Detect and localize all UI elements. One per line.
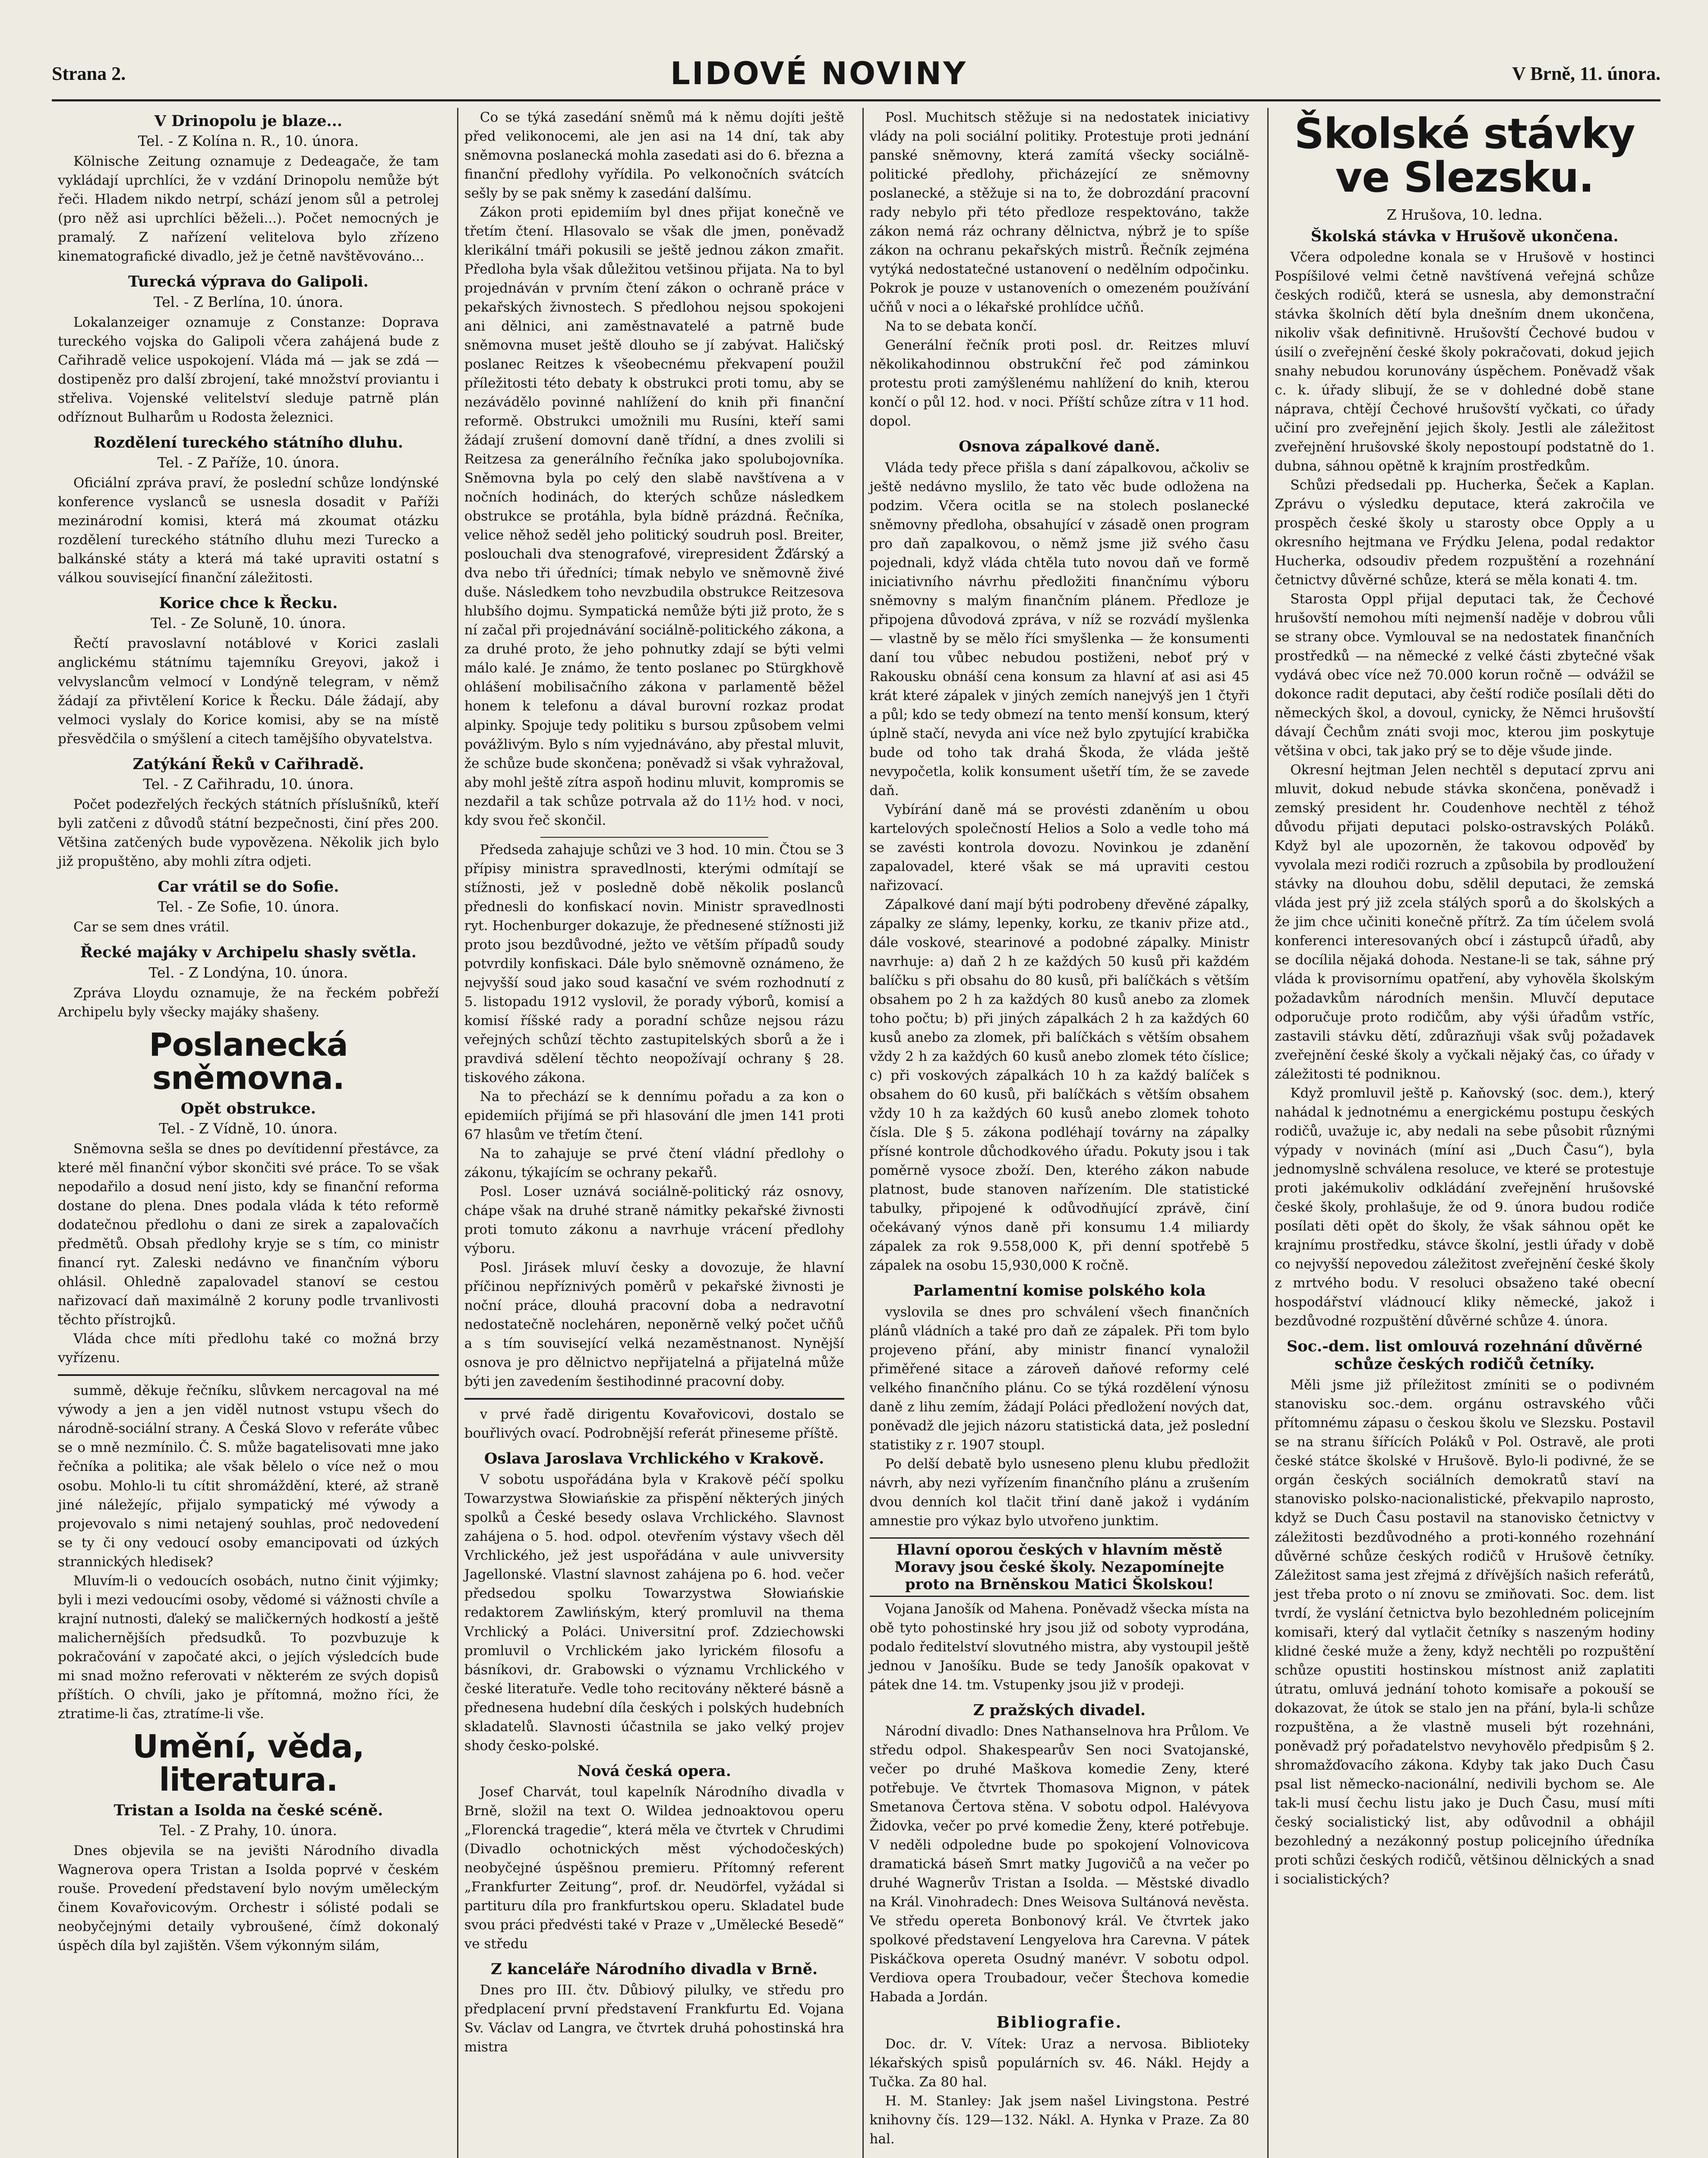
article-vrchlicky — [464, 1450, 844, 1755]
article-text: Sněmovna sešla se dnes po devítidenní přestávce, za které měl finanční výbor skončiti své práce. To se však nepodařilo a dosud není jisto, kdy se finanční reforma dostane do plena. Dnes podala vláda k této reformě dodatečnou předlohu o dani ze sirek a zapalovačích předmětů. Obsah předlohy kryje se s tím, co ministr financí ryt. Zaleski nedávno ve finančním výboru ohlásil. Ohledně zapalovadel stanoví se cestou nařizovací daň maximálně 2 koruny podle trvanlivosti těchto přístrojků. — [58, 1141, 439, 1328]
article-zapalky — [870, 438, 1250, 1275]
article-text: Doc. dr. V. Vítek: Uraz a nervosa. Biblioteky lékařských spisů populárních sv. 46. Nákl. Hejdy a Tučka. Za 80 hal. — [869, 2036, 1250, 2090]
article-subtitle: Opět obstrukce. — [180, 1099, 316, 1117]
article-dluh — [58, 434, 439, 587]
article-text: Měli jsme již příležitost zmíniti se o podivném stanovisku soc.-dem. orgánu ostravského vůči přítomnému zápasu o českou školu ve Slezsku. Postavil se na stranu šířících Poláků v Pol. Ostravě, ale proti české státce školské v Hrušově. Bylo-li podivné, že se orgán českých sociálních demokratů staví na stanovisko polsko-nacionalistické, překvapilo naprosto, když se Duch Času postavil na stanovisko četnictvy v záležitosti bezdůvodného a proti-konného rozehnání důvěrné schůze českých rodičů v Hrušově četníky. Záležitost sama jest zřejmá z dřívějších našich referátů, jest třeba proto o ní znovu se zmiňovati. Soc. dem. list tvrdí, že vyslání četnictva bylo bezohledném policejním komisaři, který dal vytlačit četníky s naszeným hodiny klidné české muže a ženy, když nechtěli po rozpuštění schůze opustiti hostinskou místnost aniž zaplatiti útratu, omluvá jednání tohoto komisaře a pokouší se dokazovat, že útok se stalo jen na přání, byla-li schůze rozpuštěna, a že vlastně museli být rozehnáni, poněvadž prý pořadatelstvo nevyhovělo předpisům § 2. shromažďovacího zákona. Kdyby tak jako Duch Času psal list německo-nacionální, nedivili bychom se. Ale tak-li musí čechu listu jako je Duch Času, musí míti český socialistický list, aby odůvodnil a obhájil bezohledný a nezákonný postup policejního úředníka proti schůzi českých rodičů, většinou dělnických a snad i socialistických? — [1275, 1377, 1654, 1887]
column-2 — [457, 108, 850, 2158]
article-schuze — [464, 840, 844, 1391]
article-title: V Drinopolu je blaze... — [154, 112, 342, 130]
masthead — [52, 47, 1661, 101]
article-komise — [870, 1282, 1250, 1530]
article-text: Josef Charvát, toul kapelník Národního divadla v Brně, složil na text O. Wildea jednoaktovou operu „Florencká tragedie“, která měla ve čtvrtek v Chrudimi (Divadlo ochotnických měst východočeských) neobyčejné úspěšnou premieru. Přítomný referent „Frankfurter Zeitung“, prof. dr. Neudörfel, vyžádal si partituru díla pro frankfurtskou operu. Skladatel bude svou práci předvésti také v Praze v „Umělecké Besedě“ ve středu — [464, 1784, 844, 1952]
article-text: Vybírání daně má se provésti zdaněním u obou kartelových společností Helios a Solo a vedle toho má se zavésti kontrola dovozu. Novinkou je zdanění zapalovadel, které však se má upraviti cestou nařizovací. — [869, 801, 1250, 893]
column-1 — [52, 108, 445, 2158]
article-socdem — [1275, 1338, 1654, 1889]
section-title: Školské stávky ve Slezsku. — [1294, 110, 1635, 202]
article-text: Zpráva Lloydu oznamuje, že na řeckém pobřeží Archipelu byly všecky majáky shašeny. — [58, 985, 439, 1020]
article-dateline: Tel. - Z Paříže, 10. února. — [157, 454, 340, 471]
article-dateline: Tel. - Z Vídně, 10. února. — [159, 1120, 338, 1137]
article-text: Počet podezřelých řeckých státních příslušníků, kteří byli zatčeni z důvodů státní bezpečnosti, činí přes 200. Většina zatčených bude vypovězena. Několik jich bylo již propuštěno, aby mohli zítra odjeti. — [58, 796, 439, 869]
article-text: Na to přechází se k dennímu pořadu a za kon o epidemiích přijímá se při hlasování dle jmen 141 proti 67 hlasům ve třetím čtení. — [464, 1088, 844, 1142]
article-continuation — [464, 1405, 844, 1443]
article-title: Zatýkání Řeků v Cařihradě. — [133, 755, 364, 773]
article-prazske-divadla — [870, 1701, 1250, 2007]
article-text: H. M. Stanley: Jak jsem našel Livingstona. Pestré knihovny čís. 129—132. Nákl. A. Hynka v Praze. Za 80 hal. — [869, 2093, 1250, 2147]
article-text: Vláda tedy přece přišla s daní zápalkovou, ačkoliv se ještě nedávno myslilo, že tato věc bude odložena na podzim. Včera ocitla se na stolech poslanecké sněmovny předloha, obsahující v zásadě onen program pro daň zapalkovou, o němž jsme již svého času pojednali, když vláda chtěla tuto novou daň ve formě iniciativního návrhu předložiti finančnímu výboru sněmovny s malým finančním plánem. Předloze je připojena důvodová zpráva, v níž se rozvádí myšlenka — vlastně by se mělo říci smyšlenka — že konsumenti daní tou vůbec nebudou postiženi, neboť prý v Rakousku obnáší cena konsum za hlavní ať asi asi 45 krát které zápalek v jiných zemích nanejvýš jen 1 čtyři a půl; kdo se tedy obmezí na tento menší konsum, který úplně stačí, nevyda ani více než bylo zpytující krabička bude od toho tak drahá Škoda, že vláda ještě nevypočetla, kolik konsument ušetří tím, že se zavede daň. — [869, 460, 1250, 798]
article-continuation — [58, 1381, 439, 1723]
article-subtitle: Školská stávka v Hrušově ukončena. — [1310, 227, 1619, 245]
article-text: Na to zahajuje se prvé čtení vládní předlohy o zákonu, týkajícím se ochrany pekařů. — [464, 1145, 844, 1180]
matice-appeal: Hlavní oporou českých v hlavním městě Moravy jsou české školy. Nezapomínejte proto na Brněnskou Matici Školskou! — [870, 1537, 1250, 1597]
article-text: Po delší debatě bylo usneseno plenu klubu předložit návrh, aby nezi vyřízením finančního plánu a zrušením dvou denních kol tlačit třiní daně jakož i vydáním amnestie pro výkaz bylo utvořeno junktim. — [869, 1456, 1250, 1529]
article-text: Zákon proti epidemiím byl dnes přijat konečně ve třetím čtení. Hlasovalo se však dle jmen, poněvadž klerikální tmáři pokusili se ještě jednou zákon zmařit. Předloha byla však důležitou vetšinou přijata. Na to byl projednáván v prvním čtení zákon o ochraně práce v pekařských živnostech. S předlohou nejsou spokojeni ani dělnici, ani zaměstnavatelé a patrně bude sněmovna muset ještě dlouho se jí zabývat. Haličský poslanec Reitzes k všeobecnému překvapení použil příležitosti této debaty k obstrukci proti tomu, aby se nezávádělo povinné nahlížení do knih při finanční reformě. Obstrukci umožnili mu Rusíni, kteří sami žádají zrušení domovní daně třídní, a dnes zvolili si Reitzesa za generálního řečníka jako spolubojovníka. Sněmovna byla po celý den slabě navštívena a v nočních hodinách, do kterých schůze následkem obstrukce se protáhla, byla bídně prázdná. Řečníka, velice něhož seděl jeho politický soudruh posl. Breiter, poslouchali dva stenografové, virepresident Žďárský a dva nebo tři úředníci; tímak nebylo ve sněmovně živé duše. Následkem toho nevzbudila obstrukce Reitzesova hlubšího dojmu. Sympatická nemůže býti již proto, že s ní začal při projednávání sociálně-politického zákona, a za druhé proto, že jeho pohnutky zdají se býti velmi málo kalé. Je známo, že tento poslanec po Stürgkhově ohlášení mobilisačního zákona v parlamentě běžel honem k telefonu a dával burovní rozkaz prodat alpinky. Spojuje tedy politiku s bursou způsobem velmi povážlivým. Bylo s ním vyjednáváno, aby přestal mluvit, že schůze bude skončena; poněvadž si však vyhražoval, aby mohl ještě zítra aspoň hodinu mluvit, kompromis se nezdařil a tak schůze potrvala až do 11½ hod. v noci, kdy svou řeč skončil. — [464, 205, 844, 828]
column-4 — [1267, 108, 1661, 2158]
article-text: Posl. Muchitsch stěžuje si na nedostatek iniciativy vlády na poli sociální politiky. Protestuje proti jednání panské sněmovny, která zamítá všecky sociálně-politické předlohy, přicházející ze sněmovny poslanecké, a stěžuje si na to, že dobrozdání pracovní rady nebylo při této předloze respektováno, takže zákon nemá ráz ochrany dělnictva, nýbrž je to spíše zákon na ochranu pekařských mistrů. Řečník zejména vytýká nedostatečné ustanovení o nedělním odpočinku. Pokrok je pouze v ustanoveních o omezeném používání učňů v noci a o lékařské prohlídce učňů. — [869, 110, 1250, 315]
article-vojan — [870, 1600, 1250, 1694]
article-title: Car vrátil se do Sofie. — [158, 877, 339, 896]
article-text: Národní divadlo: Dnes Nathanselnova hra Průlom. Ve středu odpol. Shakespearův Sen noci Svatojanské, večer po druhé Maškova komedie Zeny, které potřebuje. Ve čtvrtek Thomasova Mignon, v pátek Smetanova Čertova stěna. V sobotu odpol. Halévyova Židovka, večer po prvé komedie Ženy, které potřebuje. V neděli odpoledne bude po spokojení Volnovicova dramatická báseň Smrt matky Jugovičů a na večer po druhé Wagnerův Tristan a Isolda. — Městské divadlo na Král. Vinohradech: Dnes Weisova Sultánová nevěsta. Ve středu opereta Bonbonový král. Ve čtvrtek jako spolkové představení Lengyelova hra Carevna. V pátek Piskáčkova opereta Osudný manévr. V sobotu odpol. Verdiova opera Troubadour, večer Štechova komedie Habada a Jordán. — [869, 1723, 1250, 2005]
article-text: V sobotu uspořádána byla v Krakově péčí spolku Towarzystwa Słowiańskie za přispění některých jiných spolků a České besedy oslava Vrchlického. Slavnost zahájena o 5. hod. odpol. otevřením výstavy všech děl Vrchlického, jež jest uspořádána v aule univversity Jagellonské. Vlastní slavnost zahájena po 6. hod. večer předsedou spolku Towarzystwa Słowiańskie redaktorem Zawlińským, který promluvil na thema Vrchlický a Poláci. Universitní prof. Zdziechowski promluvil o Vrchlickém jako lyrickém filosofu a básníkovi, dr. Grabowski o významu Vrchlického v české literatuře. Vedle toho recitovány některé básně a přednesena hudební díla českých i polských hudebních skladatelů. Slavnosti účastnila se jako velký projev shody česko-polské. — [464, 1472, 844, 1754]
article-gallipoli — [58, 273, 439, 426]
article-title: Oslava Jaroslava Vrchlického v Krakově. — [484, 1450, 824, 1468]
article-text: Co se týká zasedání sněmů má k němu dojíti ještě před velikonocemi, ale jen asi na 14 dní, tak aby sněmovna poslanecká mohla zasedati asi do 6. března a finanční předlohy vyřídila. Po velkonočních svátcích sešly by se pak sněmy k zasedání dalšímu. — [464, 110, 844, 202]
column-3 — [862, 108, 1256, 2158]
article-title: Soc.-dem. list omlouvá rozehnání důvěrné schůze českých rodičů četníky. — [1287, 1337, 1643, 1373]
section-title: Umění, věda, literatura. — [133, 1728, 364, 1799]
article-title: Turecká výprava do Galipoli. — [128, 273, 369, 291]
article-skolske-stavky — [1275, 112, 1654, 1331]
article-dateline: Tel. - Z Berlína, 10. února. — [153, 293, 344, 310]
issue-dateline: V Brně, 11. února. — [1512, 63, 1661, 84]
article-subtitle: Tristan a Isolda na české scéně. — [114, 1801, 383, 1820]
article-title: Korice chce k Řecku. — [159, 594, 338, 612]
article-text: Řečtí pravoslavní notáblové v Korici zaslali anglickému státnímu tajemníku Greyovi, jakož i velvyslancům velmocí v Londýně telegram, v němž žádají za přivtělení Korice k Řecku. Dále žádají, aby velmoci vyslaly do Korice komisi, aby se na místě přesvědčila o smýšlení a citech tamějšího obyvatelstva. — [58, 636, 439, 747]
article-text: Vláda chce míti předlohu také co možná brzy vyřízenu. — [58, 1331, 439, 1366]
article-text: Na to se debata končí. — [885, 319, 1037, 334]
article-opera — [464, 1762, 844, 1953]
separator-rule — [540, 837, 768, 838]
article-text: Schůzi předsedali pp. Hucherka, Šeček a Kaplan. Zprávu o výsledku deputace, která zakročila ve prospěch české školy u starosty obce Opply a u okresního hejtmana ve Frýdku Jelena, podal redaktor Hucherka, odsoudiv předem rozpuštění a rozehnání četnictvy důvěrné schůze, která se měla konati 4. tm. — [1275, 477, 1654, 588]
article-text: v prvé řadě dirigentu Kovařovicovi, dostalo se bouřlivých ovací. Podrobnější referát přineseme příště. — [464, 1407, 844, 1442]
article-dateline: Tel. - Z Kolína n. R., 10. února. — [138, 133, 359, 150]
article-dateline: Tel. - Z Prahy, 10. února. — [159, 1822, 337, 1839]
article-text: Mluvím-li o vedoucích osobách, nutno činit výjimky; byli i mezi vedoucími osoby, vědomé si vážnosti chvíle a krajní nutnosti, ďaleký se maličkerných hodkostí a ještě malichernějších předsudků. To pozvbuzuje k pokračování v započaté akci, o jejích výsledcích bude mi snad možno referovati v některém ze svých dopisů příštích. O chvíli, jako je přítomná, možno říci, že ztratime-li čas, ztratíme-li vše. — [58, 1573, 439, 1722]
article-text: Starosta Oppl přijal deputaci tak, že Čechové hrušovští nemohou míti nejmenší naděje v dobrou vůli se strany obce. Vymlouval se na nedostatek finančních prostředků — na německé z velké části zbytečné však vydává obec více než 70.000 korun ročně — odvážil se dokonce radit deputaci, aby čeští rodiče posílali děti do německých škol, a dovoul, cynicky, že Němci hrušovští dávají Čechům znáti svoji moc, kterou jim poskytuje většina v obci, tak jako prý se to děje všude jinde. — [1275, 591, 1654, 759]
article-dateline: Tel. - Z Cařihradu, 10. února. — [143, 775, 354, 792]
article-text: Dnes objevila se na jevišti Národního divadla Wagnerova opera Tristan a Isolda poprvé v českém rouše. Provedení představení bylo novým uměleckým činem Kovařovicovým. Orchestr i sólisté podali se neobyčejnými detaily vybroušené, čímž dokonalý úspěch díla byl zajištěn. Všem výkonným silám, — [58, 1843, 439, 1954]
article-title: Z kanceláře Národního divadla v Brně. — [491, 1960, 818, 1978]
article-text: Předseda zahajuje schůzi ve 3 hod. 10 min. Čtou se 3 přípisy ministra spravedlnosti, kterými odmítají se stížnosti, jež v posledně době několik poslanců přednesli do konfiskací novin. Ministr spravedlnosti ryt. Hochenburger dokazuje, že přednesené stížnosti již proto jsou bezdůvodné, ježto ve větším případů soudy potvrdily konfiskaci. Dále bylo sněmovně oznámeno, že nejvyšší soud jako soud kasační ve svém rozhodnutí z 5. listopadu 1912 vyslovil, že porady výborů, komisí a komisí říšské rady a poradní schůze nejsou rázu veřejných schůzí těchto zastupitelských sborů a že i pravdivá sdělení těchto neopožívají ochrany § 28. tiskového zákona. — [464, 842, 844, 1085]
article-text: Včera odpoledne konala se v Hrušově v hostinci Pospíšilové velmi četně navštívená veřejná schůze českých rodičů, která se usnesla, aby demonstrační stávka školních dětí byla dnešním dnem ukončena, nikoliv však definitivně. Hrušovští Čechové budou v úsilí o zveřejnění české školy pokračovati, dokud jejich snahy nebudou korunovány úspěchem. Poněvadž však c. k. úřady slibují, že se v dohledné době stane náprava, chtějí Čechové hrušovští vyčkati, co úřady učiní pro zveřejnění jejich školy. Jestli ale záležitost zveřejnění hrušovské školy nepostoupí podstatně do 1. dubna, sáhnou opětně k krajním prostředkům. — [1275, 249, 1654, 474]
article-majaky — [58, 943, 439, 1021]
page-number: Strana 2. — [52, 63, 126, 84]
section-title: Poslanecká sněmovna. — [149, 1026, 348, 1097]
columns — [52, 108, 1661, 2158]
article-snemy — [464, 108, 844, 830]
article-dateline: Tel. - Z Londýna, 10. února. — [148, 964, 348, 981]
article-text: Okresní hejtman Jelen nechtěl s deputací zprvu ani mluvit, dokud nebude stávka skončena, poněvadž i zemský president hr. Coudenhove nechtěl z téhož důvodu přijati deputaci polsko-ostravských Poláků. Když byl ale upozorněn, že takovou odpověď by vyvolala mezi rodiči rozruch a způsobila by prodloužení stávky na dlouhou dobu, sdělil deputaci, že zemská vláda jest prý již zcela stálých sporů a do školských a že jim chce učiniti konečně přítrž. Za tím účelem svolá konferenci interesovaných obcí i zástupců úřadů, aby se docílila nějaká dohoda. Nestane-li se tak, sáhne prý vláda k provisornímu opatření, aby vyhověla školským požadavkům národních menšin. Mluvčí deputace odporučuje proto rodičům, aby výši úřadům vstříc, zastavili stávku dětí, zdůrazňuji však svůj požadavek zveřejnění české školy a vyčkali nějaký čas, co úřady v záležitosti té podniknou. — [1275, 762, 1654, 1082]
article-title: Parlamentní komise polského kola — [913, 1282, 1206, 1300]
article-title: Osnova zápalkové daně. — [959, 438, 1160, 456]
separator-rule — [58, 1374, 439, 1376]
article-title: Z pražských divadel. — [973, 1701, 1146, 1719]
separator-rule — [464, 1398, 844, 1400]
article-text: Car se sem dnes vrátil. — [73, 919, 230, 935]
article-text: summě, děkuje řečníku, slůvkem nercagoval na mé výwody a jen a jen viděl nutnost vstupu všech do národně-sociální strany. A Česká Slovo v referáte vůbec se o mně nezmínilo. Č. S. může bagatelisovati mne jako řečníka a politika; ale však bělelo o více než o mou osobu. Mohlo-li tu cítit shromáždění, které, až straně jiné náležejíc, přijalo sympatický mé výwody a projevovalo s nimi netajený souhlas, proč nedovedení se ty či ony vedoucí osoby emancipovati od úzkých strannických hledisek? — [58, 1383, 439, 1570]
article-dateline: Tel. - Ze Sofie, 10. února. — [157, 898, 340, 915]
article-text: Když promluvil ještě p. Kaňovský (soc. dem.), který nahádal k jednotnému a energickému postupu českých rodičů, uvažuje ic, aby nedali na sebe působit různými výpady v novinách (míní asi „Duch Času“), byla jednomyslně schválena resoluce, ve které se protestuje proti jakémukoliv odkládání zveřejnění hrušovské české školy, prohlašuje, že od 9. února budou rodiče posílati děti opět do školy, že však sáhnou opět ke krajnímu prostředku, stávce školní, jestli úřady v době co nejvyšší nepovedou záležitost zveřejnění české školy z mrtvého bodu. V resoluci obsaženo také obecní hospodářství vládnoucí kliky německé, jakož i bezdůvodné rozpuštění důvěrné schůze 4. února. — [1275, 1085, 1654, 1329]
article-title: Řecké majáky v Archipelu shasly světla. — [80, 943, 417, 962]
article-text: Dnes pro III. čtv. Důbiový pilulky, ve středu pro předplacení první představení Frankfurtu Ed. Vojana Sv. Václav od Langra, ve čtvrtek druhá pohostinská hra mistra — [464, 1982, 844, 2055]
article-text: Lokalanzeiger oznamuje z Constanze: Doprava tureckého vojska do Galipoli včera zahájená bude z Cařihradě velice uspokojení. Vláda má — jak se zdá — dostipeněz pro další zbrojení, také množství proviantu i střeliva. Vojenské velitelství sleduje patrně plán odříznout Bulharům u Rodosta železnici. — [58, 314, 439, 425]
article-text: Generální řečník proti posl. dr. Reitzes mluví několikahodinnou obstrukční řeč pod záminkou protestu proti zamýšlenému nahlížení do knih, kterou končí o půl 12. hod. v noci. Příští schůze zítra v 11 hod. dopol. — [869, 338, 1250, 429]
article-zatykani — [58, 755, 439, 871]
article-dateline: Z Hrušova, 10. ledna. — [1386, 206, 1543, 223]
article-drinopol — [58, 112, 439, 266]
article-text: Oficiální zpráva praví, že poslední schůze londýnské konference vyslanců se usnesla dosadit v Paříži mezinárodní komisi, která má zkoumat otázku rozdělení tureckého státního dluhu mezi Turecko a balkánské státy a která má také upraviti ostatní s válkou související finanční záležitosti. — [58, 475, 439, 586]
article-car — [58, 878, 439, 937]
article-umeni — [58, 1730, 439, 1956]
article-text: Posl. Jirásek mluví česky a dovozuje, že hlavní příčinou nepříznivých poměrů v pekařské živnosti je noční práce, dlouhá pracovní doba a nedravotní nedostatečně nocleháren, neponěrně velký počet učňů a s tím související velká nezaměstnanost. Nynější osnova je pro dělnictvo nepřijatelná a přijatelná může býti jen zavedením šestihodinné pracovní doby. — [464, 1259, 844, 1390]
article-snemovna — [58, 1026, 439, 1368]
newspaper-title: LIDOVÉ NOVINY — [670, 55, 968, 91]
article-title: Nová česká opera. — [577, 1762, 731, 1780]
article-kancelar — [464, 1960, 844, 2057]
article-text: vyslovila se dnes pro schválení všech finančních plánů vládních a také pro daň ze zápalek. Při tom bylo projeveno přání, aby ministr financí vynaložil přiměřené sitace a zároveň daňové reformy celé velkého finančního plánu. Co se týká rozdělení výnosu daně z lihu zemím, žádají Poláci předložení nových dat, poněvadž dle jejich názoru statistická data, jež poslední statistiky z r. 1907 stoupl. — [869, 1304, 1250, 1453]
article-dateline: Tel. - Ze Soluně, 10. února. — [151, 615, 346, 632]
article-title: Bibliografie. — [996, 2013, 1123, 2032]
article-text: Vojana Janošík od Mahena. Poněvadž všecka místa na obě tyto pohostinské hry jsou již od soboty vyprodána, podalo ředitelství slovutného mistra, aby vystoupil ještě jednou v Janošíku. Bude se tedy Janošík opakovat v pátek dne 14. tm. Vstupenky jsou již v prodeji. — [869, 1601, 1250, 1693]
article-title: Rozdělení tureckého státního dluhu. — [93, 433, 404, 451]
article-bibliografie — [870, 2013, 1250, 2149]
article-text: Posl. Loser uznává sociálně-politický ráz osnovy, chápe však na druhé straně námitky pekařské živnosti proti tomuto zákonu a navrhuje vrácení předlohy výboru. — [464, 1183, 844, 1256]
article-text: Zápalkové daní mají býti podrobeny dřevěné zápalky, zápalky ze slámy, lepenky, korku, ze tkaniv přize atd., dále voskové, stearinové a podobné zápalky. Ministr navrhuje: a) daň 2 h ze každých 50 kusů při každém balíčku s při obsahu do 80 kusů, při balíčkách s větším obsahem po 2 h za každých 80 kusů anebo za zlomek toho počtu; b) při jiných zápalkách 2 h za každých 60 kusů anebo za zlomek, při balíčkách s větším obsahem vždy 2 h za každých 60 kusů anebo zlomek této číslice; c) při voskových zápalkách 10 h za každý balíček s obsahem do 60 kusů, při balíčkách s větším obsahem vždy 10 h za každých 60 kusů anebo zlomek tohoto čísla. Dle § 5. zákona podléhají továrny na zápalky přísné kontrole důchodkového úřadu. Pokuty jsou i tak poměrně vysoce zboží. Den, kterého zákon nabude platnost, bude stanoven nařízením. Dle statistické tabulky, připojené k odůvodňující zprávě, činí očekávaný výnos daně při konsumu 1.4 miliardy zápalek za rok 9.558,000 K, při denní spotřebě 5 zápalek na osobu 15,930,000 K ročně. — [869, 896, 1250, 1274]
article-debata — [870, 108, 1250, 431]
article-korice — [58, 594, 439, 748]
article-text: Kölnische Zeitung oznamuje z Dedeagače, že tam vykládají uprchlíci, že v vzdání Drinopolu nemůže být řeči. Hladem nikdo netrpí, schází jenom sůl a petrolej (pro něž asi uprchlíci běželi...). Počet nemocných je pramalý. Z nařízení velitelova bylo zřízeno kinematografické divadlo, jež je četně navštěvováno... — [58, 154, 439, 265]
